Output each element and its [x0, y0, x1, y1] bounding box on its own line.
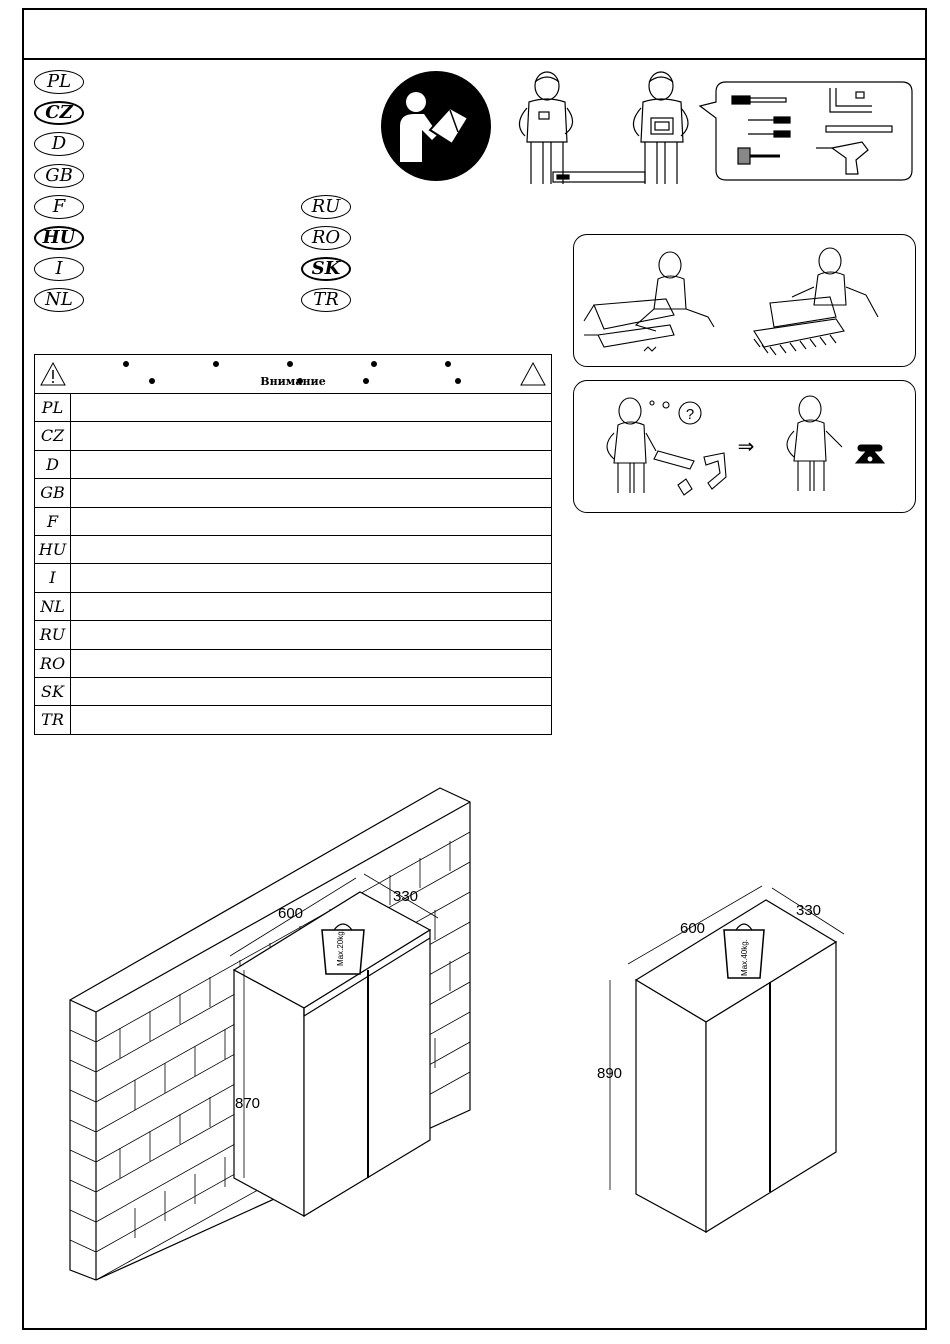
- help-panel: [573, 380, 916, 513]
- header-divider: [22, 58, 927, 60]
- lang-badge-hu: HU: [34, 226, 84, 250]
- wall-cabinet-width: 600: [278, 905, 304, 922]
- lang-badge-ro: RO: [301, 226, 351, 250]
- workers-illustration: [505, 68, 705, 190]
- arrow-right-icon: ⇒: [737, 434, 755, 458]
- wall-cabinet-max-load: Max.20kg.: [336, 929, 345, 966]
- warning-row-f: F: [35, 507, 551, 535]
- lang-badge-tr: TR: [301, 288, 351, 312]
- hammer-icon: [732, 96, 750, 104]
- warning-table-header: [35, 355, 551, 393]
- free-cabinet-width: 600: [680, 920, 706, 937]
- lang-badge-f: F: [34, 195, 84, 219]
- lang-badge-pl: PL: [34, 70, 84, 94]
- lang-badge-gb: GB: [34, 164, 84, 188]
- warning-row-i: I: [35, 563, 551, 591]
- warning-row-nl: NL: [35, 592, 551, 620]
- call-support-illustration: [574, 381, 915, 512]
- lang-badge-sk: SK: [301, 257, 351, 281]
- floor-protection-panel: [573, 234, 916, 367]
- warning-row-gb: GB: [35, 478, 551, 506]
- wall-cabinet-drawing: [60, 780, 480, 1290]
- warning-row-ru: RU: [35, 620, 551, 648]
- lang-badge-cz: CZ: [34, 101, 84, 125]
- attention-label: Внимание: [260, 375, 326, 388]
- free-cabinet-max-load: Max.40kg.: [740, 939, 749, 976]
- warning-row-hu: HU: [35, 535, 551, 563]
- assembly-on-floor-illustration: [574, 235, 915, 366]
- warning-row-ro: RO: [35, 649, 551, 677]
- tools-speech-bubble: [696, 78, 916, 184]
- warning-table: [34, 354, 552, 735]
- warning-row-pl: PL: [35, 393, 551, 421]
- warning-row-d: D: [35, 450, 551, 478]
- lang-badge-nl: NL: [34, 288, 84, 312]
- warning-row-sk: SK: [35, 677, 551, 705]
- lang-badge-i: I: [34, 257, 84, 281]
- wall-cabinet-depth: 330: [393, 888, 419, 905]
- question-mark: ?: [685, 406, 695, 423]
- warning-row-cz: CZ: [35, 421, 551, 449]
- wall-cabinet-height: 870: [235, 1095, 261, 1112]
- lang-badge-ru: RU: [301, 195, 351, 219]
- lang-badge-d: D: [34, 132, 84, 156]
- warning-row-tr: TR: [35, 705, 551, 733]
- free-cabinet-drawing: [600, 880, 860, 1240]
- free-cabinet-depth: 330: [796, 902, 822, 919]
- read-manual-icon: [380, 70, 492, 182]
- free-cabinet-height: 890: [597, 1065, 623, 1082]
